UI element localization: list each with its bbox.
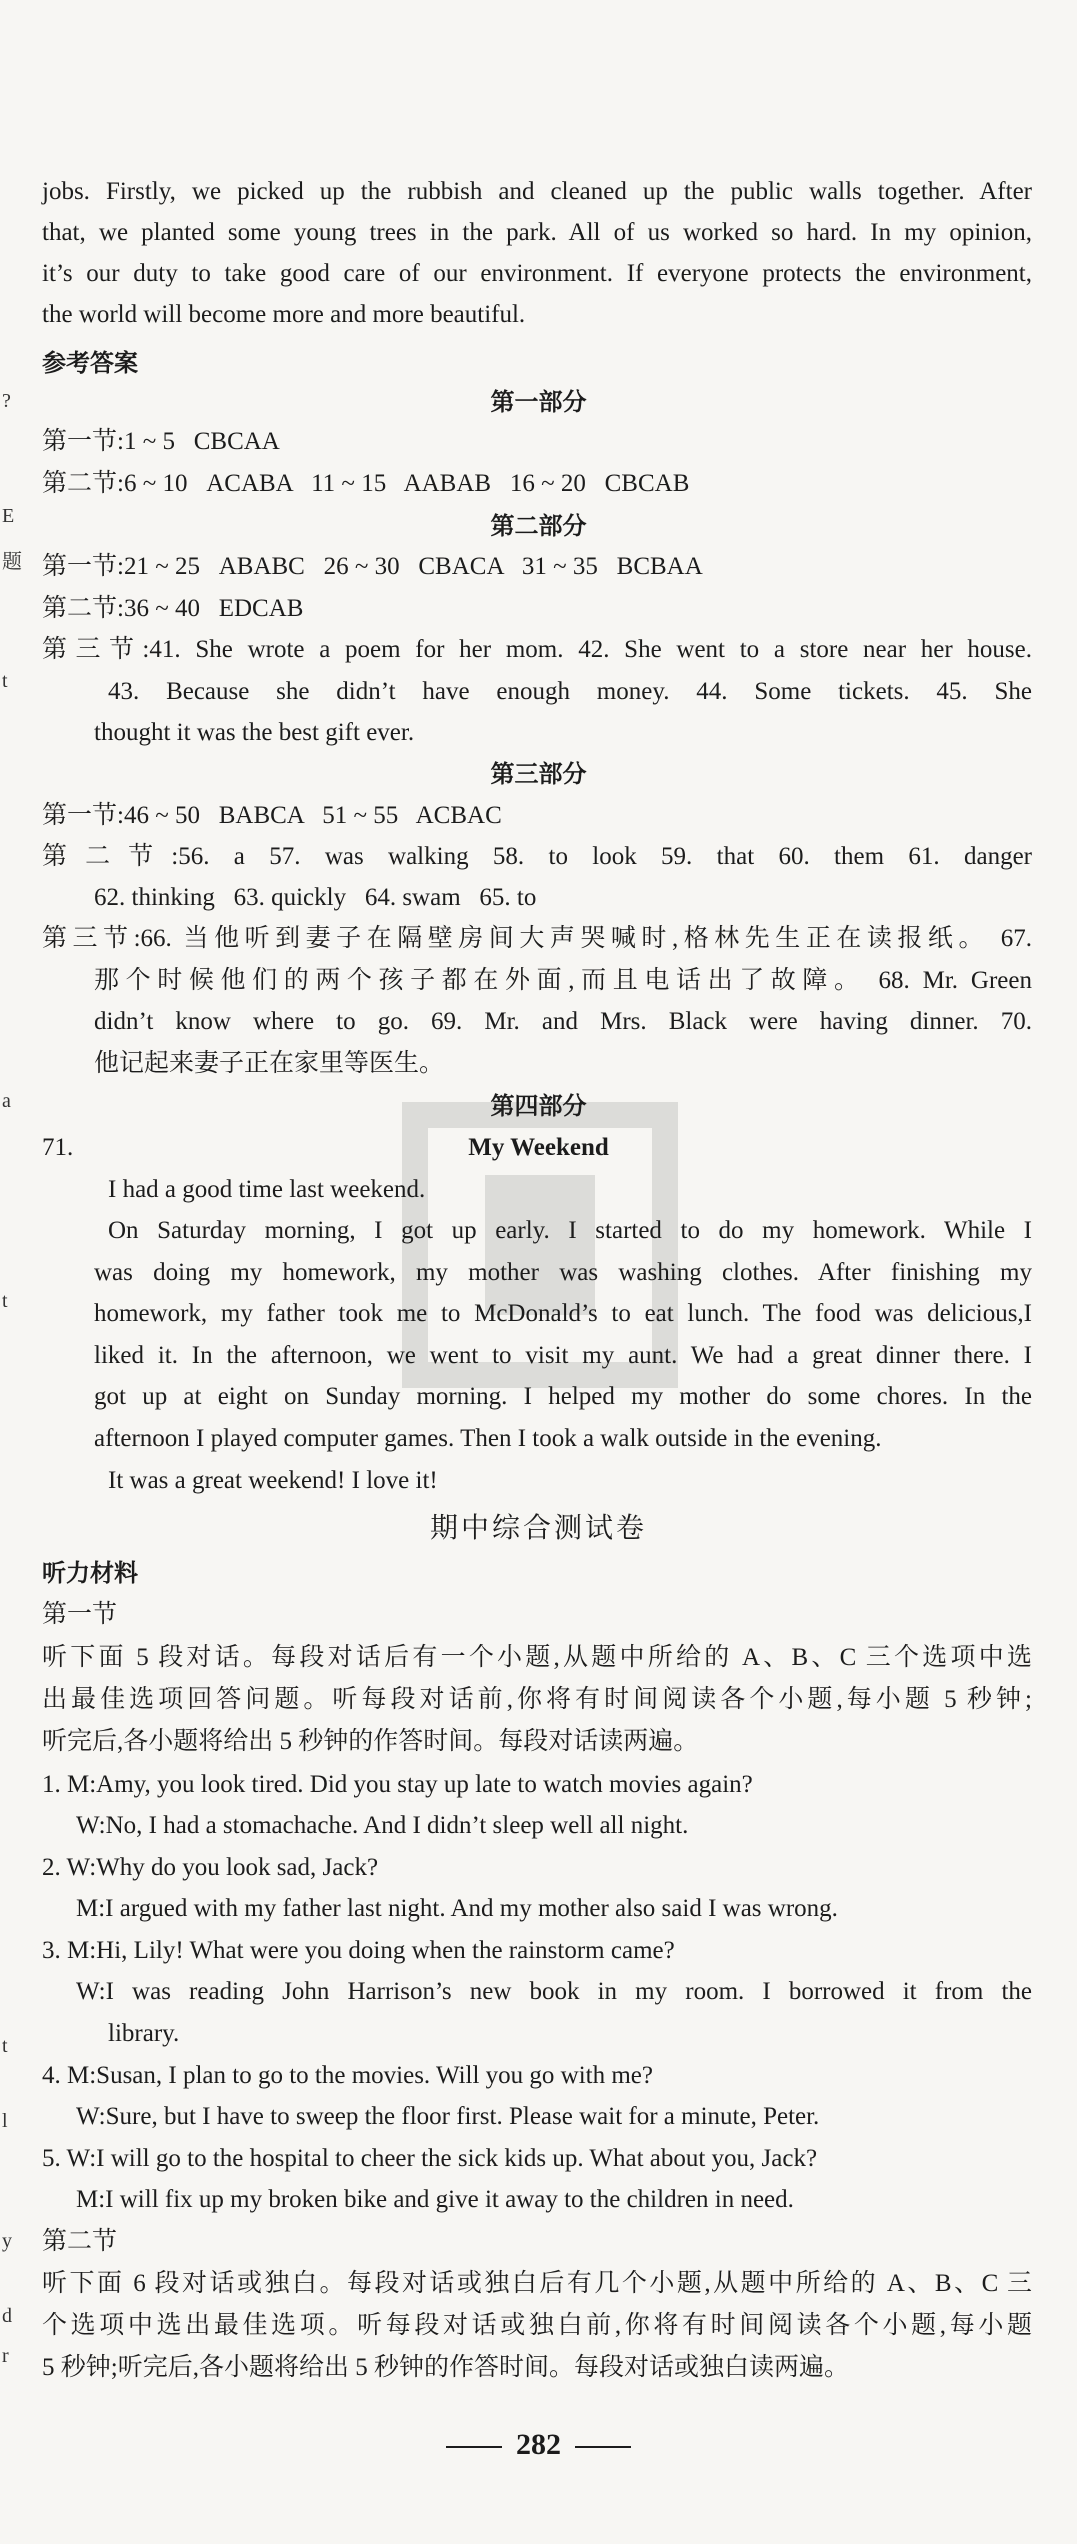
essay-line: it’s our duty to take good care of our environment. If everyone protects the environment, [42, 260, 1032, 287]
dialogue-line: W:No, I had a stomachache. And I didn’t sleep well all night. [76, 1812, 689, 1839]
answer-line: 第二节:56. a 57. was walking 58. to look 59. that 60. them 61. danger [42, 843, 1032, 870]
answer-line: thought it was the best gift ever. [94, 719, 415, 746]
answer-line: 43. Because she didn’t have enough money. 44. Some tickets. 45. She [108, 678, 1032, 705]
dialogue-line: W:Sure, but I have to sweep the floor first. Please wait for a minute, Peter. [76, 2103, 820, 2130]
question-number: 71. [42, 1134, 74, 1161]
instruction-line: 听下面 5 段对话。每段对话后有一个小题,从题中所给的 A、B、C 三个选项中选 [42, 1644, 1032, 1671]
answer-line: 第一节:46 ~ 50 BABCA 51 ~ 55 ACBAC [42, 802, 502, 829]
section-label: 第二节 [42, 2228, 118, 2255]
essay-line: afternoon I played computer games. Then I took a walk outside in the evening. [94, 1425, 882, 1452]
margin-mark: l [2, 2110, 8, 2132]
answer-line: 第三节:66. 当他听到妻子在隔壁房间大声哭喊时,格林先生正在读报纸。 67. [42, 925, 1032, 952]
essay-line: It was a great weekend! I love it! [108, 1467, 438, 1494]
margin-mark: y [2, 2230, 12, 2252]
dialogue-line: 4. M:Susan, I plan to go to the movies. Will you go with me? [42, 2062, 653, 2089]
answer-line: 62. thinking 63. quickly 64. swam 65. to [94, 884, 537, 911]
dialogue-line: W:I was reading John Harrison’s new book in my room. I borrowed it from the [76, 1978, 1032, 2005]
section-label: 第一节 [42, 1601, 118, 1628]
instruction-line: 听下面 6 段对话或独白。每段对话或独白后有几个小题,从题中所给的 A、B、C 三 [42, 2270, 1032, 2297]
margin-mark: t [2, 670, 8, 692]
margin-mark: a [2, 1090, 11, 1112]
margin-mark: ? [2, 390, 11, 412]
answer-line: 第一节:1 ~ 5 CBCAA [42, 428, 280, 455]
dialogue-line: 5. W:I will go to the hospital to cheer the sick kids up. What about you, Jack? [42, 2145, 818, 2172]
essay-line: the world will become more and more beautiful. [42, 301, 526, 328]
dialogue-line: M:I argued with my father last night. And my mother also said I was wrong. [76, 1895, 838, 1922]
margin-mark: 题 [2, 551, 22, 573]
page-number-dash-left [446, 2446, 502, 2448]
section-title: 期中综合测试卷 [429, 1511, 647, 1544]
page-number-dash-right [575, 2446, 631, 2448]
answer-line: 第二节:6 ~ 10 ACABA 11 ~ 15 AABAB 16 ~ 20 CBCAB [42, 470, 690, 497]
margin-mark: r [2, 2345, 9, 2367]
instruction-line: 个选项中选出最佳选项。听每段对话或独白前,你将有时间阅读各个小题,每小题 [42, 2312, 1032, 2339]
dialogue-line: M:I will fix up my broken bike and give it away to the children in need. [76, 2186, 794, 2213]
answer-line: 那个时候他们的两个孩子都在外面,而且电话出了故障。 68. Mr. Green [94, 967, 1032, 994]
answer-line: 第三节:41. She wrote a poem for her mom. 42. She went to a store near her house. [42, 636, 1032, 663]
dialogue-line: 1. M:Amy, you look tired. Did you stay up late to watch movies again? [42, 1771, 753, 1798]
margin-mark: t [2, 1290, 8, 1312]
answer-line: 他记起来妻子正在家里等医生。 [94, 1050, 445, 1077]
margin-mark: E [2, 505, 15, 527]
dialogue-line: library. [108, 2020, 180, 2047]
part-title: 第四部分 [490, 1092, 587, 1120]
dialogue-line: 2. W:Why do you look sad, Jack? [42, 1854, 379, 1881]
instruction-line: 出最佳选项回答问题。听每段对话前,你将有时间阅读各个小题,每小题 5 秒钟; [42, 1686, 1032, 1713]
essay-title: My Weekend [468, 1134, 609, 1161]
essay-line: that, we planted some young trees in the park. All of us worked so hard. In my opinion, [42, 219, 1032, 246]
answer-line: didn’t know where to go. 69. Mr. and Mrs. Black were having dinner. 70. [94, 1008, 1032, 1035]
essay-line: homework, my father took me to McDonald’s to eat lunch. The food was delicious,I [94, 1300, 1032, 1327]
answer-line: 第一节:21 ~ 25 ABABC 26 ~ 30 CBACA 31 ~ 35 BCBAA [42, 553, 703, 580]
page-number-value: 282 [516, 2428, 561, 2461]
instruction-line: 5 秒钟;听完后,各小题将给出 5 秒钟的作答时间。每段对话或独白读两遍。 [42, 2354, 849, 2381]
essay-line: On Saturday morning, I got up early. I started to do my homework. While I [108, 1217, 1032, 1244]
essay-line: got up at eight on Sunday morning. I helped my mother do some chores. In the [94, 1383, 1032, 1410]
page-number [0, 2428, 1077, 2462]
essay-line: jobs. Firstly, we picked up the rubbish and cleaned up the public walls together. After [42, 178, 1032, 205]
answer-line: 第二节:36 ~ 40 EDCAB [42, 595, 304, 622]
essay-line: liked it. In the afternoon, we went to visit my aunt. We had a great dinner there. I [94, 1342, 1032, 1369]
essay-line: I had a good time last weekend. [108, 1176, 426, 1203]
essay-line: was doing my homework, my mother was washing clothes. After finishing my [94, 1259, 1032, 1286]
answer-key-heading: 参考答案 [42, 349, 138, 377]
margin-mark: d [2, 2305, 12, 2327]
part-title: 第一部分 [490, 388, 587, 416]
part-title: 第三部分 [490, 760, 587, 788]
listening-heading: 听力材料 [42, 1559, 138, 1587]
margin-mark: t [2, 2035, 8, 2057]
part-title: 第二部分 [490, 512, 587, 540]
instruction-line: 听完后,各小题将给出 5 秒钟的作答时间。每段对话读两遍。 [42, 1728, 699, 1755]
dialogue-line: 3. M:Hi, Lily! What were you doing when the rainstorm came? [42, 1937, 675, 1964]
